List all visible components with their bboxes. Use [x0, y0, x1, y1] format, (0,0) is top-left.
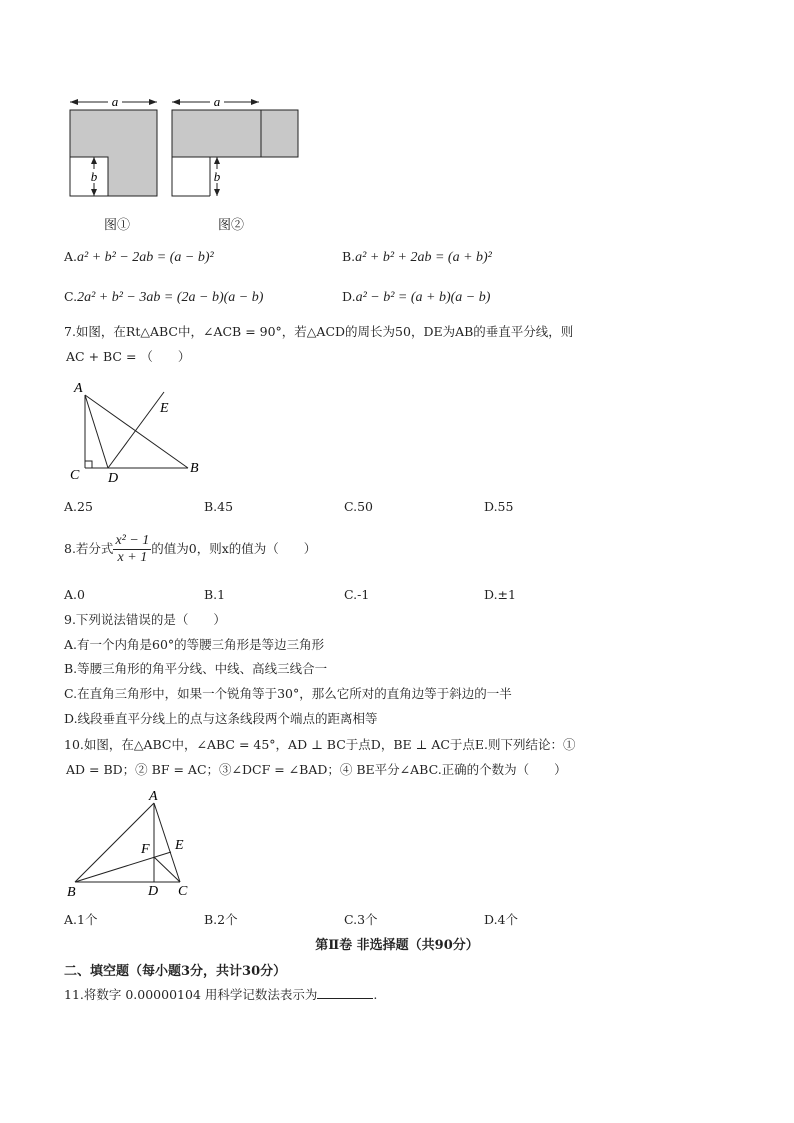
q10-label-B: B: [67, 885, 76, 900]
fig2-b-label: b: [213, 169, 221, 184]
q7-stem-line2: AC + BC = （ ）: [66, 349, 191, 364]
fig1-caption: 图①: [104, 218, 131, 233]
fig2-a-label: a: [213, 94, 221, 109]
q6-option-d[interactable]: D.a² − b² = (a + b)(a − b): [342, 289, 491, 305]
q9-option-c[interactable]: C.在直角三角形中，如果一个锐角等于30°，那么它所对的直角边等于斜边的一半: [64, 686, 512, 701]
q6-option-a[interactable]: A.a² + b² − 2ab = (a − b)²: [64, 249, 214, 265]
q10-label-E: E: [175, 838, 184, 853]
q8-stem: 8.若分式 $\frac{\text{x² − 1}}{x + 1}$ 的值为0，则x的值为（ ）: [64, 533, 317, 565]
q9-option-d[interactable]: D.线段垂直平分线上的点与这条线段两个端点的距离相等: [64, 711, 378, 726]
q10-option-d[interactable]: D.4个: [484, 912, 519, 927]
fig1-b-label: b: [90, 169, 98, 184]
q10-option-b[interactable]: B.2个: [204, 912, 238, 927]
q8-fraction: $\frac{\text{x² − 1}}{x + 1}$: [115, 533, 150, 565]
volume-title: 第Ⅱ卷 非选择题（共90分）: [315, 938, 479, 953]
q8-option-a[interactable]: A.0: [64, 587, 85, 602]
q10-stem-line1: 10.如图，在△ABC中，∠ABC = 45°，AD ⊥ BC于点D，BE ⊥ AC于点E.则下列结论：①: [64, 737, 576, 752]
q10-label-A: A: [149, 789, 158, 804]
fig2-rectangle: [172, 110, 298, 157]
q9-stem: 9.下列说法错误的是（ ）: [64, 612, 226, 627]
q10-option-a[interactable]: A.1个: [64, 912, 98, 927]
q10-label-F: F: [141, 842, 150, 857]
figure-squares: [60, 92, 310, 204]
fig2-caption: 图②: [218, 218, 245, 233]
q8-option-b[interactable]: B.1: [204, 587, 226, 602]
q6-option-c[interactable]: C.2a² + b² − 3ab = (2a − b)(a − b): [64, 289, 264, 305]
q9-option-b[interactable]: B.等腰三角形的角平分线、中线、高线三线合一: [64, 661, 328, 676]
q11-answer-blank[interactable]: [317, 986, 373, 999]
q7-option-a[interactable]: A.25: [64, 499, 93, 514]
q7-option-c[interactable]: C.50: [344, 499, 373, 514]
q10-triangle-figure: [60, 785, 210, 903]
figure-1: [70, 94, 157, 196]
fig1-a-label: a: [111, 94, 119, 109]
q10-stem-line2: AD = BD；② BF = AC；③∠DCF = ∠BAD；④ BE平分∠ABC.正确的个数为（ ）: [66, 762, 567, 777]
q7-option-d[interactable]: D.55: [484, 499, 514, 514]
section-heading-fill-in: 二、填空题（每小题3分，共计30分）: [64, 964, 287, 979]
q7-stem-line1: 7.如图，在Rt△ABC中，∠ACB = 90°，若△ACD的周长为50，DE为AB的垂直平分线，则: [64, 324, 574, 339]
q7-triangle-figure: [64, 380, 214, 488]
figure-2: [172, 94, 298, 196]
q7-label-B: B: [190, 461, 199, 476]
q9-option-a[interactable]: A.有一个内角是60°的等腰三角形是等边三角形: [64, 637, 325, 652]
q7-label-C: C: [70, 468, 80, 483]
q7-label-A: A: [74, 381, 83, 396]
q8-option-c[interactable]: C.-1: [344, 587, 370, 602]
q11-stem: 11.将数字 0.00000104 用科学记数法表示为 .: [64, 987, 378, 1002]
q10-label-D: D: [148, 884, 159, 899]
q7-label-D: D: [108, 471, 119, 486]
q6-option-b[interactable]: B.a² + b² + 2ab = (a + b)²: [342, 249, 492, 265]
q10-option-c[interactable]: C.3个: [344, 912, 378, 927]
q10-label-C: C: [178, 884, 188, 899]
q7-label-E: E: [160, 401, 169, 416]
q7-option-b[interactable]: B.45: [204, 499, 234, 514]
q8-option-d[interactable]: D.±1: [484, 587, 516, 602]
